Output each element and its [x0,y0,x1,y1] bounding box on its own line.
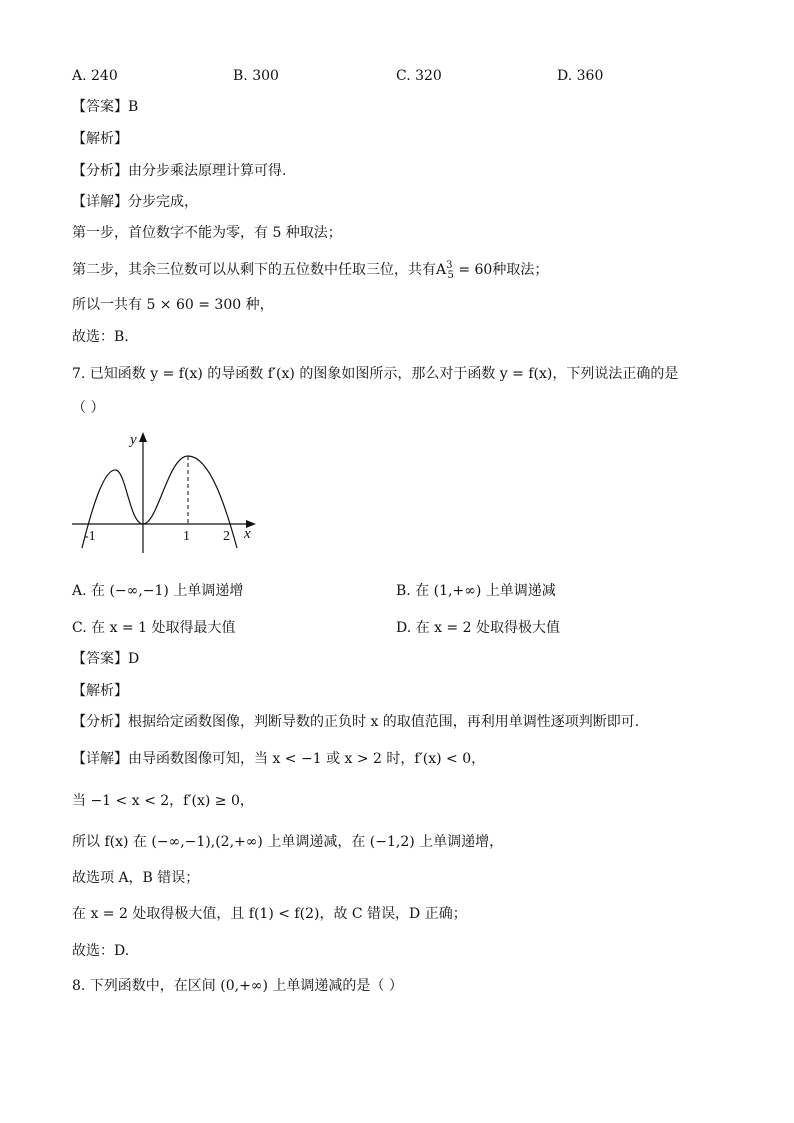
q6-fenxi: 【分析】由分步乘法原理计算可得. [72,163,287,179]
q7-option-d: D. 在 x = 2 处取得极大值 [396,620,560,636]
q6-step1: 第一步，首位数字不能为零，有 5 种取法； [72,225,342,241]
tick-label-neg1: -1 [84,529,96,544]
q7-analysis-header: 【解析】 [72,683,128,699]
q7-choose: 故选：D. [72,943,130,959]
q7-line4: 故选项 A，B 错误； [72,870,200,886]
q6-option-a: A. 240 [72,68,118,84]
q7-line5: 在 x = 2 处取得极大值，且 f(1) < f(2)，故 C 错误，D 正确； [72,906,467,922]
q7-stem-line1: 7. 已知函数 y = f(x) 的导函数 f′(x) 的图象如图所示，那么对于函数 y = f(x)，下列说法正确的是 [72,366,679,382]
q7-derivative-graph [70,428,270,558]
q6-option-b: B. 300 [233,68,279,84]
q7-option-c: C. 在 x = 1 处取得最大值 [72,620,236,636]
q6-total: 所以一共有 5 × 60 = 300 种， [72,297,274,313]
q6-analysis-header: 【解析】 [72,131,128,147]
q6-xiangjie: 【详解】分步完成， [72,194,198,210]
x-axis-label: x [244,526,251,542]
q7-stem-line2: （ ） [72,400,105,416]
q7-fenxi: 【分析】根据给定函数图像，判断导数的正负时 x 的取值范围，再利用单调性逐项判断即可. [72,714,640,730]
q6-step2-math: $A^3_5 = 60$ [436,260,493,281]
q6-step2-post: 种取法； [492,262,549,278]
q6-option-d: D. 360 [557,68,604,84]
q6-step2-pre: 第二步，其余三位数可以从剩下的五位数中任取三位，共有 [72,262,436,278]
q7-xiangjie: 【详解】由导函数图像可知，当 x < −1 或 x > 2 时，f′(x) < 0， [72,751,486,767]
q7-option-a: A. 在 (−∞,−1) 上单调递增 [72,583,244,599]
q6-step2 [72,260,548,282]
q6-option-c: C. 320 [396,68,442,84]
q7-line3: 所以 f(x) 在 (−∞,−1),(2,+∞) 上单调递减，在 (−1,2) 上单调递增， [72,834,504,850]
y-axis-arrow-icon [139,432,147,442]
q6-answer: 【答案】B [72,99,139,115]
q7-option-b: B. 在 (1,+∞) 上单调递减 [396,583,556,599]
tick-label-1: 1 [183,529,190,544]
q7-answer: 【答案】D [72,651,140,667]
y-axis-label: y [130,432,137,448]
q6-choose: 故选：B. [72,329,129,345]
tick-label-2: 2 [223,529,230,544]
q7-line2: 当 −1 < x < 2，f′(x) ≥ 0， [72,793,254,809]
q8-stem: 8. 下列函数中，在区间 (0,+∞) 上单调递减的是（ ） [72,978,403,994]
derivative-curve [82,456,237,548]
